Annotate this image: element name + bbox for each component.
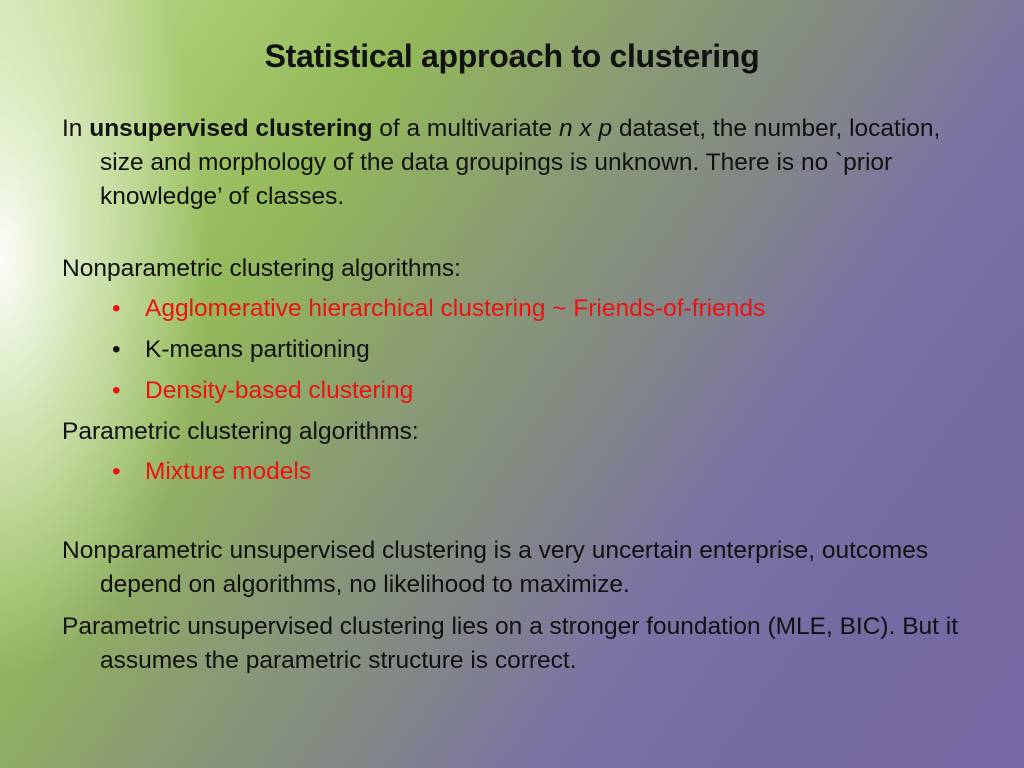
list-item-text: Density-based clustering bbox=[145, 377, 414, 404]
list-item bbox=[112, 292, 982, 326]
list-item bbox=[112, 333, 982, 367]
list-item-text: Agglomerative hierarchical clustering ~ Friends-of-friends bbox=[145, 295, 766, 322]
parametric-heading: Parametric clustering algorithms: bbox=[62, 418, 419, 445]
nonparametric-list bbox=[62, 292, 982, 408]
spacer bbox=[62, 214, 982, 252]
intro-paragraph bbox=[62, 112, 982, 214]
intro-italic-term: n x p bbox=[559, 115, 613, 142]
list-item bbox=[112, 374, 982, 408]
list-item-text: Mixture models bbox=[145, 458, 312, 485]
slide-title: Statistical approach to clustering bbox=[264, 38, 760, 74]
bullet-dot-icon: • bbox=[112, 295, 121, 322]
intro-prefix: In bbox=[62, 115, 90, 142]
parametric-list bbox=[62, 455, 982, 489]
nonparametric-conclusion: Nonparametric unsupervised clustering is a very uncertain enterprise, outcomes depend on algorithms, no likelihood to maximize. bbox=[62, 537, 929, 598]
parametric-conclusion: Parametric unsupervised clustering lies on a stronger foundation (MLE, BIC). But it assumes the parametric structure is correct. bbox=[62, 613, 959, 674]
bullet-dot-icon: • bbox=[112, 336, 121, 363]
spacer bbox=[62, 496, 982, 534]
bullet-dot-icon: • bbox=[112, 377, 121, 404]
spacer bbox=[62, 602, 982, 610]
list-item-text: K-means partitioning bbox=[145, 336, 370, 363]
intro-bold-term: unsupervised clustering bbox=[89, 115, 373, 142]
slide-content bbox=[62, 112, 982, 678]
bullet-dot-icon: • bbox=[112, 458, 121, 485]
list-item bbox=[112, 455, 982, 489]
intro-suffix: dataset, the number, location, size and morphology of the data groupings is unknown. There is no `prior knowledge’ of classes. bbox=[100, 115, 941, 210]
intro-middle: of a multivariate bbox=[372, 115, 559, 142]
nonparametric-heading: Nonparametric clustering algorithms: bbox=[62, 255, 461, 282]
